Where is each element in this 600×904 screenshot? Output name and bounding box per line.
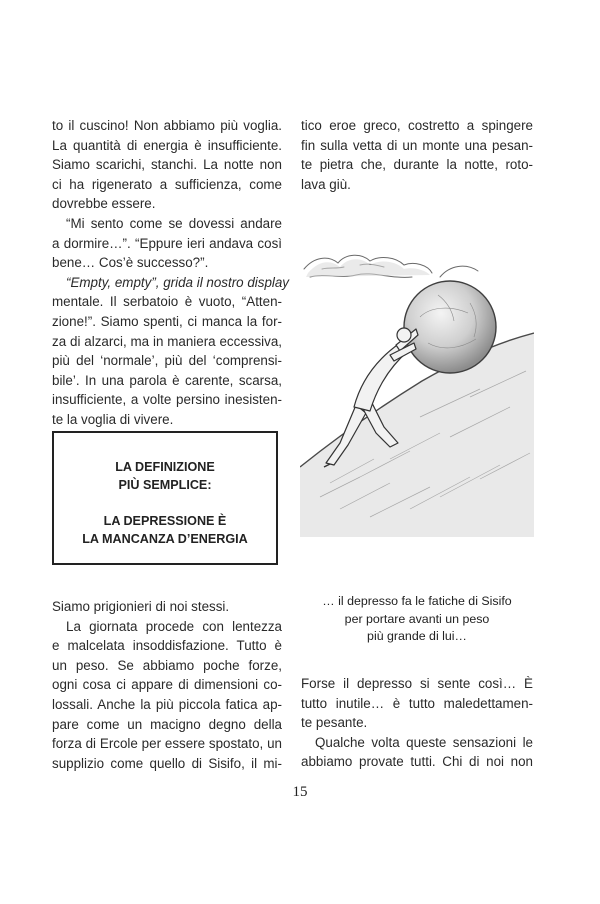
text-line: Qualche volta queste sensazioni le [315,734,533,750]
text-line: abbiamo provate tutti. Chi di noi non [301,754,533,770]
text-line: ogni cosa ci appare di dimensioni co- [52,677,282,693]
text-line: un peso. Se abbiamo poche forze, [52,657,282,673]
sisyphus-pushing-boulder-icon [300,247,534,537]
text-line: bene… Cos’è successo?”. [52,255,209,271]
text-line: dovrebbe essere. [52,196,156,212]
text-line: to il cuscino! Non abbiamo più voglia. [52,118,282,133]
text-line: zione!”. Siamo spenti, ci manca la for- [52,313,282,329]
left-column-top-text [52,116,290,430]
definition-statement-line: LA MANCANZA D’ENERGIA [82,532,248,546]
text-line: più del ‘normale’, più del ‘comprensi- [52,353,282,369]
caption-line: per portare avanti un peso [344,611,490,626]
text-line: La giornata procede con lentezza [66,618,282,634]
definition-statement-line: LA DEPRESSIONE È [103,514,227,528]
page-number: 15 [292,784,308,800]
text-line: za di alzarci, ma in maniera eccessiva, [52,333,282,349]
text-line: forza di Ercole per essere spostato, un [52,736,282,752]
text-line: tico eroe greco, costretto a spingere [301,118,533,133]
text-line: lava giù. [301,176,351,192]
text-line: tutto inutile… è tutto maledettamen- [301,695,533,711]
text-line: te la voglia di vivere. [52,411,174,427]
text-line: “Mi sento come se dovessi andare [66,215,282,231]
right-column-bottom-text [301,674,533,772]
text-line: insufficiente, a volte persino inesisten- [52,392,282,408]
right-column-top-text [301,116,533,194]
text-line: supplizio come quello di Sisifo, il mi- [52,755,282,771]
text-line: Siamo scarichi, stanchi. La notte non [52,157,282,173]
definition-heading-line: LA DEFINIZIONE [115,460,215,474]
text-line: lossali. Anche la più piccola fatica ap- [52,696,282,712]
definition-box [52,431,278,565]
text-line: bile’. In una parola è carente, scarsa, [52,372,282,388]
text-line: te pietra che, durante la notte, roto- [301,157,533,173]
text-line: ci ha rigenerato a sufficienza, come [52,176,282,192]
text-line: e malcelata insoddisfazione. Tutto è [52,638,282,654]
text-line: fin sulla vetta di un monte una pesan- [301,137,533,153]
left-column-bottom-text [52,597,282,773]
text-line: a dormire…”. “Eppure ieri andava così [52,235,282,251]
text-line: Siamo prigionieri di noi stessi. [52,599,230,614]
definition-heading-line: PIÙ SEMPLICE: [118,478,212,492]
text-line: pare come un macigno degno della [52,716,282,732]
caption-line: … il depresso fa le fatiche di Sisifo [322,594,512,608]
illustration-caption [301,593,533,646]
text-line: “Empty, empty”, grida il nostro display [66,274,290,290]
text-line: mentale. Il serbatoio è vuoto, “Atten- [52,294,282,310]
text-line: La quantità di energia è insufficiente. [52,137,282,153]
text-line: Forse il depresso si sente così… È [301,676,533,691]
caption-line: più grande di lui… [367,629,467,643]
text-line: te pesante. [301,715,368,731]
